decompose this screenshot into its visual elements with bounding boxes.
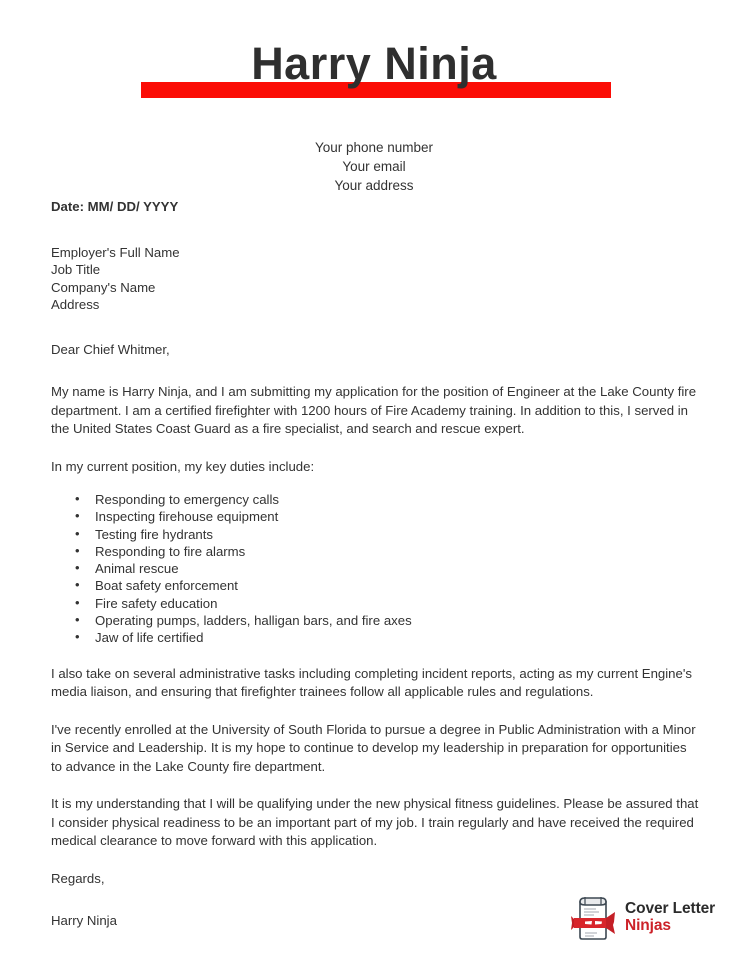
admin-paragraph: I also take on several administrative tasks including completing incident reports, acting as my current Engine's media liaison, and ensuring that firefighter trainees follow all applicable rules and regulations. (51, 665, 692, 700)
name-banner (0, 38, 748, 100)
recipient-job-title: Job Title (51, 262, 101, 277)
brand-line-cover-letter: Cover Letter (625, 899, 716, 917)
contact-phone: Your phone number (314, 140, 434, 155)
salutation: Dear Chief Whitmer, (51, 341, 170, 357)
list-item: • Testing fire hydrants (51, 526, 699, 543)
ninja-document-icon (570, 893, 616, 941)
list-item: • Boat safety enforcement (51, 577, 699, 594)
list-item: • Responding to emergency calls (51, 491, 699, 508)
contact-email: Your email (342, 159, 406, 174)
list-item: • Animal rescue (51, 560, 699, 577)
duties-intro: In my current position, my key duties include: (51, 458, 315, 474)
list-item: • Jaw of life certified (51, 629, 699, 646)
recipient-name: Employer's Full Name (51, 244, 180, 260)
duties-list (51, 491, 699, 647)
brand-logo (570, 892, 716, 942)
letter-header (0, 0, 748, 110)
letter-body (51, 198, 699, 931)
list-item: • Inspecting firehouse equipment (51, 508, 699, 525)
recipient-address: Address (51, 297, 100, 312)
intro-paragraph: My name is Harry Ninja, and I am submitting my application for the position of Engineer at the Lake County fire department. I am a certified firefighter with 1200 hours of Fire Academy training. In addition to this, I served in the United States Coast Guard as a fire specialist, and search and rescue expert. (51, 384, 697, 436)
recipient-company: Company's Name (51, 279, 156, 295)
applicant-name: Harry Ninja (251, 38, 497, 89)
brand-wordmark (625, 900, 715, 935)
brand-line-ninjas: Ninjas (625, 917, 671, 934)
recipient-block (51, 244, 699, 314)
closing-line: Regards, (51, 870, 105, 886)
date-line: Date: MM/ DD/ YYYY (51, 199, 179, 214)
list-item: • Fire safety education (51, 595, 699, 612)
contact-address: Your address (334, 178, 414, 193)
list-item: • Responding to fire alarms (51, 543, 699, 560)
signature-name: Harry Ninja (51, 913, 117, 929)
contact-block (0, 138, 748, 195)
fitness-paragraph: It is my understanding that I will be qualifying under the new physical fitness guidelines. Please be assured that I consider physical readiness to be an important part of my job. I train regularly and have received the required medical clearance to move forward with this application. (51, 796, 699, 849)
education-paragraph: I've recently enrolled at the University of South Florida to pursue a degree in Public Administration with a Minor in Service and Leadership. It is my hope to continue to develop my leadership in preparation for opportunities to advance in the Lake County fire department. (51, 721, 696, 774)
list-item: • Operating pumps, ladders, halligan bars, and fire axes (51, 612, 699, 629)
